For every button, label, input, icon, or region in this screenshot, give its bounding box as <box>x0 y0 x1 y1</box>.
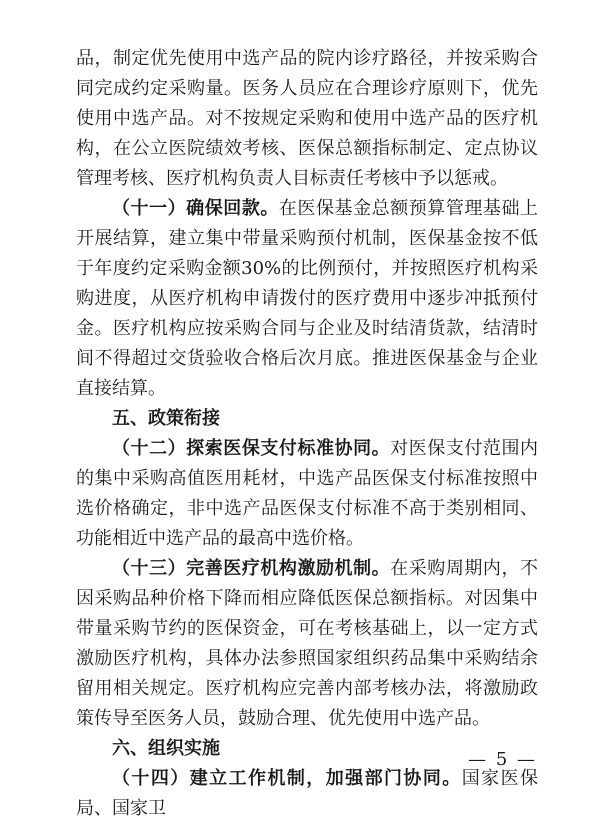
paragraph-lead: （十一）确保回款。 <box>112 198 279 219</box>
paragraph-text: 国家医保局、国家卫 <box>76 768 539 819</box>
paragraph-item-13 <box>76 554 538 734</box>
paragraph-lead: （十二）探索医保支付标准协同。 <box>112 438 391 459</box>
paragraph-text: 对医保支付范围内的集中采购高值医用耗材，中选产品医保支付标准按照中选价格确定，非中选产品医保支付标准不高于类别相同、功能相近中选产品的最高中选价格。 <box>76 438 539 549</box>
paragraph-lead: （十三）完善医疗机构激励机制。 <box>112 558 391 579</box>
paragraph-item-12 <box>76 434 538 554</box>
paragraph-item-11 <box>76 194 538 404</box>
section-heading-5: 五、政策衔接 <box>112 408 220 429</box>
paragraph-lead: （十四）建立工作机制，加强部门协同。 <box>112 768 462 789</box>
paragraph-text: 品，制定优先使用中选产品的院内诊疗路径，并按采购合同完成约定采购量。医务人员应在合理诊疗原则下，优先使用中选产品。对不按规定采购和使用中选产品的医疗机构，在公立医院绩效考核、医保总额指标制定、定点协议管理考核、医疗机构负责人目标责任考核中予以惩戒。 <box>76 48 538 189</box>
document-body <box>76 44 538 824</box>
page-number: — 5 — <box>468 749 537 770</box>
paragraph-text: 在采购周期内，不因采购品种价格下降而相应降低医保总额指标。对因集中带量采购节约的医保资金，可在考核基础上，以一定方式激励医疗机构，具体办法参照国家组织药品集中采购结余留用相关规定。医疗机构应完善内部考核办法，将激励政策传导至医务人员，鼓励合理、优先使用中选产品。 <box>76 558 539 729</box>
paragraph-continued <box>76 44 538 194</box>
paragraph-text: 在医保基金总额预算管理基础上开展结算，建立集中带量采购预付机制，医保基金按不低于年度约定采购金额30%的比例预付，并按照医疗机构采购进度，从医疗机构申请拨付的医疗费用中逐步冲抵预付金。医疗机构应按采购合同与企业及时结清货款，结清时间不得超过交货验收合格后次月底。推进医保基金与企业直接结算。 <box>76 198 539 399</box>
section-heading-6: 六、组织实施 <box>112 738 220 759</box>
paragraph-item-14 <box>76 764 538 824</box>
